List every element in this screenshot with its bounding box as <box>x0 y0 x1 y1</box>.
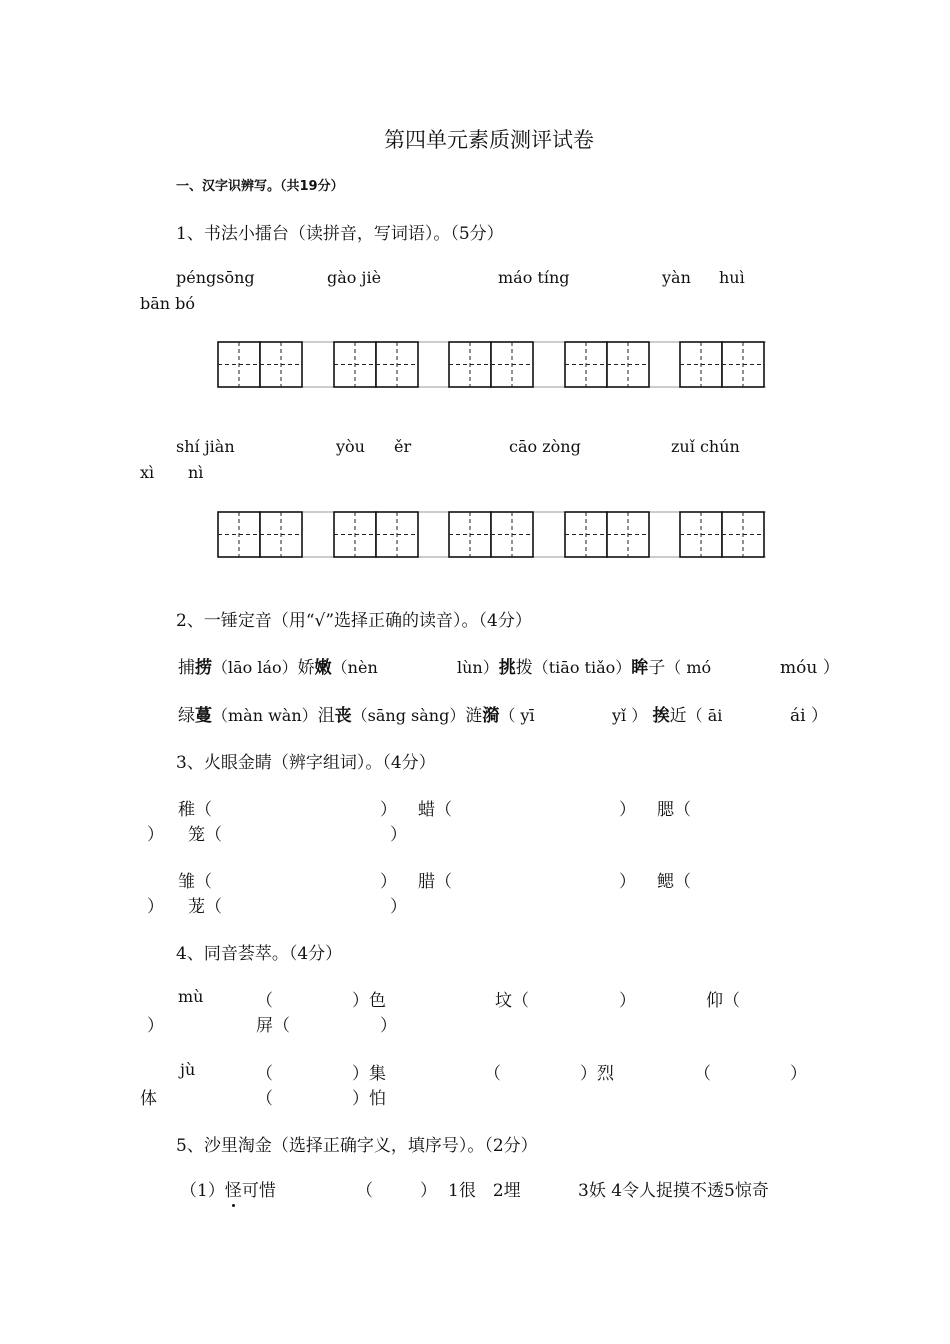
writing-cell-pair[interactable] <box>449 342 533 387</box>
pinyin-option[interactable]: ái ） <box>790 706 828 726</box>
answer-blank-close: ） <box>420 1181 437 1201</box>
emphasized-char: 怪 <box>224 1181 242 1201</box>
word-group-prompt[interactable]: 腮（ <box>657 800 691 820</box>
pinyin-6: bān bó <box>140 294 196 313</box>
options: 1很 2埋 <box>448 1181 521 1201</box>
pinyin-options[interactable]: （lāo láo） <box>212 658 298 677</box>
target-char: 蔓 <box>195 706 212 726</box>
writing-cell-pair[interactable] <box>218 342 302 387</box>
pinyin-options[interactable]: （màn wàn） <box>212 706 318 725</box>
blank-open[interactable]: 屏（ <box>256 1016 290 1036</box>
question-2-heading: 2、一锤定音（用“√”选择正确的读音）。（4分） <box>176 611 532 631</box>
pinyin-options[interactable]: （sāng sàng） <box>351 706 466 725</box>
pinyin-3: máo tíng <box>498 268 570 287</box>
text: 涟 <box>465 706 483 726</box>
word-group-prompt[interactable]: 鳃（ <box>657 872 691 892</box>
bracket-close: ） <box>619 800 636 820</box>
blank-open[interactable]: （ <box>256 1089 273 1109</box>
text: 拨 <box>515 658 533 678</box>
pinyin-12: xì <box>140 463 155 482</box>
page-title: 第四单元素质测评试卷 <box>384 128 594 152</box>
blank-open[interactable]: 仰（ <box>706 991 740 1011</box>
blank-open[interactable]: （ <box>694 1064 711 1084</box>
pinyin-option[interactable]: lùn） <box>457 658 499 677</box>
pinyin-options[interactable]: （tiāo tiǎo） <box>532 658 632 677</box>
writing-grid-row-2[interactable] <box>216 510 772 560</box>
answer-blank-open[interactable]: （ <box>356 1181 373 1201</box>
target-char: 眸 <box>631 658 649 678</box>
pinyin-5: huì <box>719 268 745 287</box>
text: 体 <box>140 1089 157 1109</box>
question-1-heading: 1、书法小擂台（读拼音，写词语）。（5分） <box>176 224 504 244</box>
text: 绿 <box>178 706 195 726</box>
pinyin-11: zuǐ chún <box>671 437 740 456</box>
word-group-prompt[interactable]: 笼（ <box>188 825 222 845</box>
bracket-close: ） <box>147 825 164 845</box>
pinyin-8: yòu <box>336 437 365 456</box>
item-number: （1） <box>180 1181 225 1201</box>
word-group-prompt[interactable]: 蜡（ <box>418 800 452 820</box>
word-group-prompt[interactable]: 稚（ <box>178 800 212 820</box>
blank-close: ）色 <box>352 991 386 1011</box>
bracket-close: ） <box>380 800 397 820</box>
writing-cell-pair[interactable] <box>334 342 418 387</box>
question-5-heading: 5、沙里淘金（选择正确字义，填序号）。（2分） <box>176 1136 538 1156</box>
item-1 <box>180 1176 276 1201</box>
writing-cell-pair[interactable] <box>680 342 764 387</box>
question-3-heading: 3、火眼金睛（辨字组词）。（4分） <box>176 753 436 773</box>
writing-cell-pair[interactable] <box>680 512 764 557</box>
pinyin-option[interactable]: （ yī <box>499 706 535 725</box>
pronunciation-line-2 <box>178 701 535 726</box>
text: 捕 <box>178 658 195 678</box>
blank-open[interactable]: （ <box>256 991 273 1011</box>
pinyin-option[interactable]: （nèn <box>331 658 378 677</box>
pinyin-option[interactable]: móu ） <box>780 658 840 678</box>
pinyin-7: shí jiàn <box>176 437 235 456</box>
writing-cell-pair[interactable] <box>334 512 418 557</box>
pinyin-2: gào jiè <box>327 268 382 287</box>
target-char: 捞 <box>195 658 212 678</box>
writing-grid-row-1[interactable] <box>216 340 772 390</box>
blank-open[interactable]: （ <box>484 1064 501 1084</box>
pinyin-option[interactable]: yǐ ） <box>612 706 648 725</box>
blank-open[interactable]: 坟（ <box>495 991 529 1011</box>
blank-close: ）集 <box>352 1064 386 1084</box>
bracket-close: ） <box>147 897 164 917</box>
text: 可惜 <box>241 1181 276 1201</box>
word-group-prompt[interactable]: 雏（ <box>178 872 212 892</box>
writing-cell-pair[interactable] <box>565 512 649 557</box>
text: 近 <box>669 706 687 726</box>
word-group-prompt[interactable]: 腊（ <box>418 872 452 892</box>
section-heading: 一、汉字识辨写。（共19分） <box>176 179 344 194</box>
pinyin-option[interactable]: （ āi <box>686 706 723 725</box>
pinyin-4: yàn <box>662 268 691 287</box>
writing-cell-pair[interactable] <box>218 512 302 557</box>
target-char: 漪 <box>482 706 500 726</box>
question-4-heading: 4、同音荟萃。（4分） <box>176 944 343 964</box>
target-char: 丧 <box>334 706 352 726</box>
blank-close: ） <box>790 1064 807 1084</box>
options: 3妖 4令人捉摸不透5惊奇 <box>578 1181 769 1201</box>
text: 娇 <box>297 658 315 678</box>
pronunciation-line-1b <box>457 653 711 678</box>
blank-close: ）烈 <box>580 1064 614 1084</box>
blank-open[interactable]: （ <box>256 1064 273 1084</box>
word-group-prompt[interactable]: 茏（ <box>188 897 222 917</box>
target-char: 嫩 <box>314 658 332 678</box>
blank-close: ） <box>619 991 636 1011</box>
blank-close: ）怕 <box>352 1089 386 1109</box>
pinyin-9: ěr <box>394 437 412 456</box>
writing-cell-pair[interactable] <box>565 342 649 387</box>
target-char: 挑 <box>498 658 516 678</box>
text: 沮 <box>317 706 335 726</box>
blank-close: ） <box>380 1016 397 1036</box>
bracket-close: ） <box>390 825 407 845</box>
pinyin-option[interactable]: （ mó <box>665 658 712 677</box>
blank-close: ） <box>147 1016 164 1036</box>
bracket-close: ） <box>390 897 407 917</box>
pronunciation-line-2b <box>612 701 722 726</box>
bracket-close: ） <box>619 872 636 892</box>
pinyin-label: mù <box>178 987 204 1006</box>
text: 子 <box>648 658 666 678</box>
pronunciation-line-1 <box>178 653 378 678</box>
writing-cell-pair[interactable] <box>449 512 533 557</box>
target-char: 挨 <box>652 706 670 726</box>
pinyin-1: péngsōng <box>176 268 255 287</box>
bracket-close: ） <box>380 872 397 892</box>
pinyin-label: jù <box>180 1060 196 1079</box>
pinyin-10: cāo zòng <box>509 437 581 456</box>
pinyin-13: nì <box>188 463 204 482</box>
